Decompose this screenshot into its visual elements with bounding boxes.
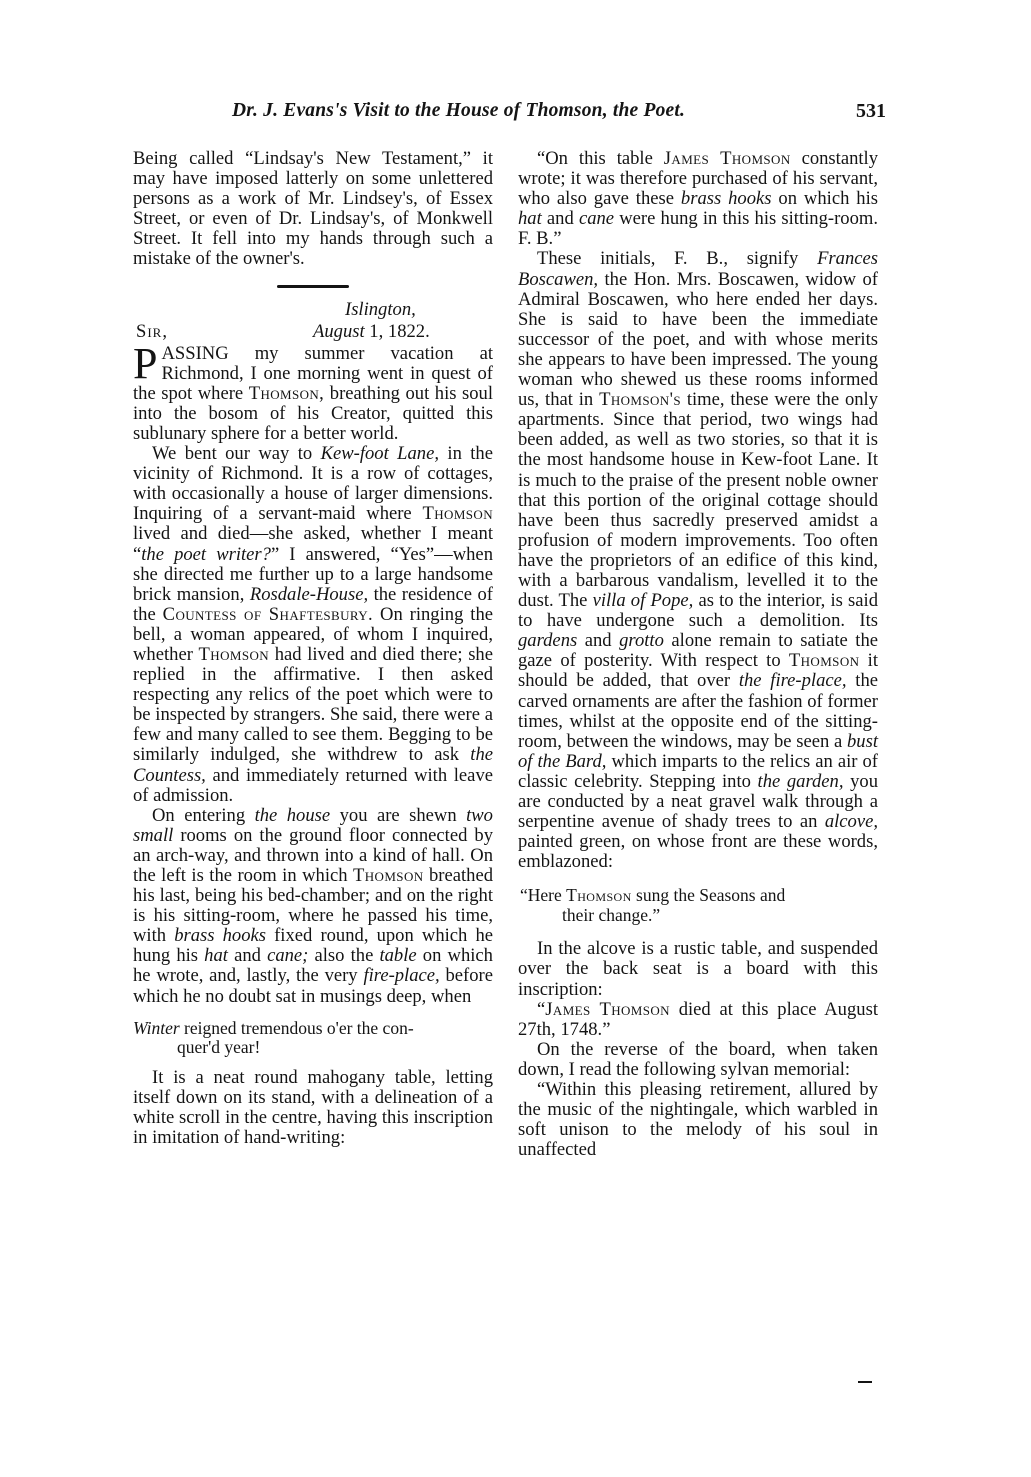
alcove-inscription: “Here Thomson sung the Seasons and their change.”: [520, 885, 786, 925]
paragraph: Being called “Lindsay's New Testament,” it may have imposed latterly on some unlettered persons as a work of Mr. Lindsey's, of Essex Street, or even of Dr. Lindsay's, of Monkwell Street. It fell into my hands through such a mistake of the owner's.: [133, 148, 493, 270]
paragraph: On the reverse of the board, when taken down, I read the following sylvan memorial:: [518, 1038, 878, 1080]
salutation: Sir,: [136, 320, 168, 342]
paragraph: On entering the house you are shewn two small rooms on the ground floor connected by an arch-way, and thrown into a kind of hall. On the left is the room in which Thomson breathed his last, being his bed-chamber; and on the right is his sitting-room, where he passed his time, with brass hooks fixed round, upon which he hung his hat and cane; also the table on which he wrote, and, lastly, the very fire-place, before which he no doubt sat in musings deep, when: [133, 804, 493, 1007]
paragraph: These initials, F. B., signify Frances Boscawen, the Hon. Mrs. Boscawen, widow of Admiral Boscawen, who here ended her days. She is said to have been the immediate successor of the poet, and with whose merits she appears to have been impressed. The young woman who shewed us these rooms informed us, that in Thomson's time, these were the only apartments. Since that period, two wings had been added, as well as two stories, so that it is the most handsome house in Kew-foot Lane. It is much to the praise of the present noble owner that this portion of the original cottage should have been thus sacredly preserved amidst a profusion of modern improvements. Too often have the proprietors of an edifice of this kind, with a barbarous vandalism, levelled it to the dust. The villa of Pope, as to the interior, is said to have undergone such a demolition. Its gardens and grotto alone remain to satiate the gaze of posterity. With respect to Thomson it should be added, that over the fire-place, the carved ornaments are after the fashion of former times, whilst at the opposite end of the sitting-room, between the windows, may be seen a bust of the Bard, which imparts to the relics an air of classic celebrity. Stepping into the garden, you are conducted by a neat gravel walk through a serpentine avenue of shady trees to an alcove, painted green, on whose front are these words, emblazoned:: [518, 248, 878, 873]
drop-cap: P: [133, 338, 158, 388]
paragraph: PASSING my summer vacation at Richmond, I one morning went in quest of the spot where Thomson, breathing out his soul into the bosom of his Creator, quitted this sublunary sphere for a better world.: [133, 338, 493, 444]
letter-dateline: [133, 300, 493, 344]
paragraph: “On this table James Thomson constantly wrote; it was therefore purchased of his servant, who also gave these brass hooks on which his hat and cane were hung in this his sitting-room. F. B.”: [518, 148, 879, 250]
dateline-date: August 1, 1822.: [313, 320, 430, 342]
paragraph: We bent our way to Kew-foot Lane, in the vicinity of Richmond. It is a row of cottages, with occasionally a house of larger dimensions. Inquiring of a servant-maid where Thomson lived and died—she asked, whether I meant “the poet writer?” I answered, “Yes”—when she directed me further up to a large handsome brick mansion, Rosdale-House, the residence of the Countess of Shaftesbury. On ringing the bell, a woman appeared, of whom I inquired, whether Thomson had lived and died there; she replied in the affirmative. I then asked respecting any relics of the poet which were to be inspected by strangers. She said, there were a few and many called to see them. Begging to be similarly indulged, she withdrew to ask the Countess, and immediately returned with leave of admission.: [133, 443, 493, 806]
section-divider: [277, 285, 349, 288]
continuation-mark: [858, 1381, 872, 1383]
dateline-place: Islington,: [345, 298, 416, 320]
paragraph: “James Thomson died at this place August 27th, 1748.”: [518, 998, 878, 1040]
left-column: [133, 149, 493, 1148]
verse-quotation: Winter reigned tremendous o'er the con- quer'd year!: [133, 1017, 414, 1058]
right-column: [518, 149, 878, 1160]
running-title: Dr. J. Evans's Visit to the House of Thomson, the Poet.: [232, 100, 686, 121]
page-number: 531: [856, 100, 886, 122]
paragraph: “Within this pleasing retirement, allured by the music of the nightingale, which warbled in soft unison to the melody of his soul in unaffected: [518, 1079, 878, 1161]
paragraph: It is a neat round mahogany table, letting itself down on its stand, with a delineation of a white scroll in the centre, having this inscription in imitation of hand-writing:: [133, 1066, 493, 1148]
paragraph: In the alcove is a rustic table, and suspended over the back seat is a board with this inscription:: [518, 938, 878, 1000]
